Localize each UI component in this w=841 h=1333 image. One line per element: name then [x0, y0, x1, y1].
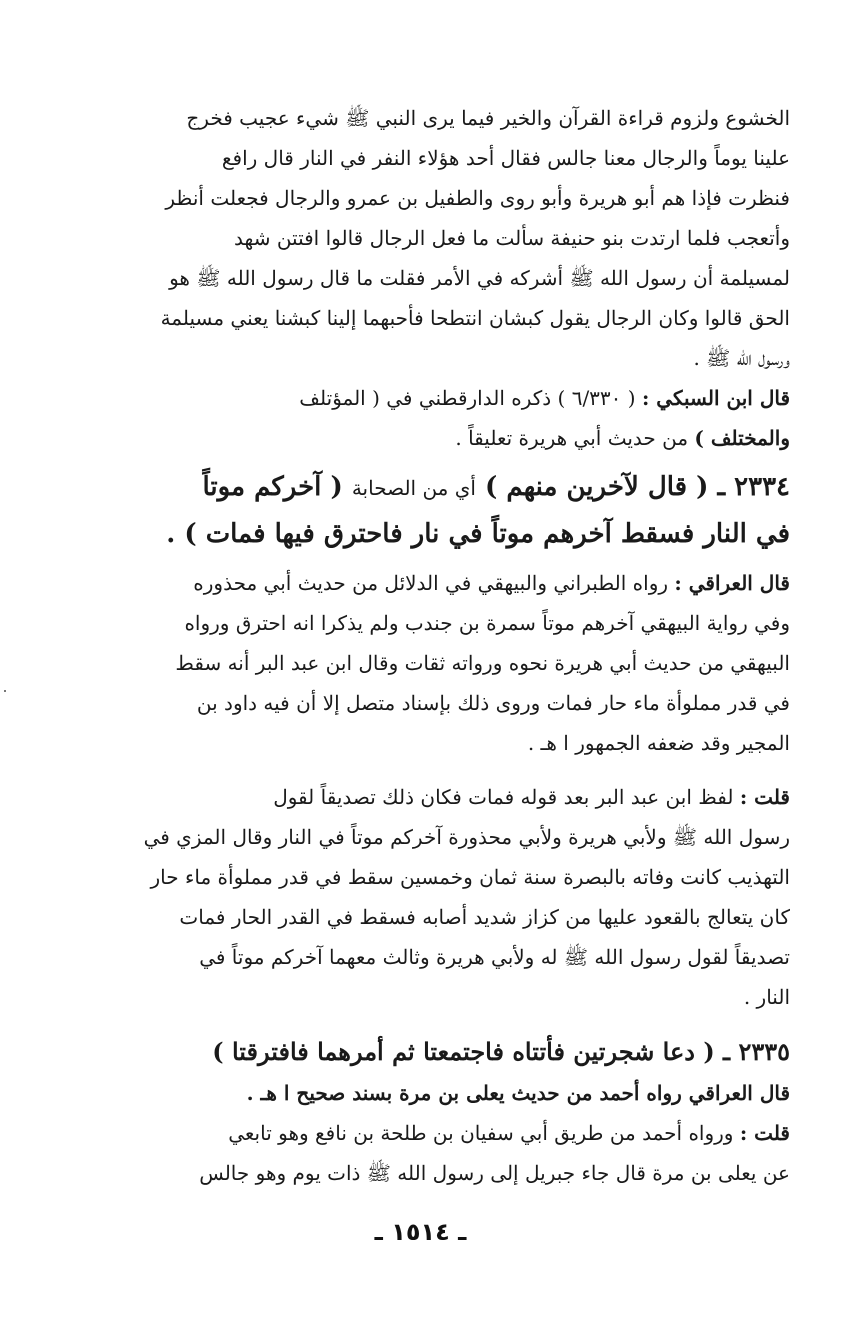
text-line: ورسول الله ﷺ .: [693, 346, 790, 370]
book-title: والمختلف ): [694, 426, 790, 450]
heading-line: [96, 464, 790, 511]
text-line: علينا يوماً والرجال معنا جالس فقال أحد هؤلاء النفر في النار قال رافع: [221, 146, 790, 170]
text-line: [96, 1113, 790, 1153]
text-line: فنظرت فإذا هم أبو هريرة وأبو روى والطفيل بن عمرو والرجال فجعلت أنظر: [165, 186, 790, 210]
page-body: [96, 98, 790, 1193]
page-number: ـ ١٥١٤ ـ: [374, 1218, 467, 1246]
heading-line: في النار فسقط آخرهم موتاً في نار فاحترق فيها فمات ) .: [166, 519, 790, 549]
paragraph-iraqi: [96, 563, 790, 763]
text-line: البيهقي من حديث أبي هريرة نحوه ورواته ثقات وقال ابن عبد البر أنه سقط: [175, 651, 790, 675]
iraqi-label: قال العراقي :: [674, 571, 790, 595]
heading-line: ٢٣٣٥ ـ ( دعا شجرتين فأتتاه فاجتمعتا ثم أمرهما فافترقتا ): [212, 1037, 790, 1066]
paragraph-qultu: [96, 777, 790, 1017]
hadith-heading-2334: [96, 464, 790, 557]
text-line: الخشوع ولزوم قراءة القرآن والخير فيما يرى النبي ﷺ شيء عجيب فخرج: [186, 106, 790, 130]
text-line: [96, 418, 790, 458]
text-line: النار .: [743, 985, 790, 1009]
text-line: في قدر مملوأة ماء حار فمات وروى ذلك بإسناد متصل إلا أن فيه داود بن: [196, 691, 790, 715]
heading-note: أي من الصحابة: [351, 476, 476, 500]
subki-label: قال ابن السبكي :: [641, 386, 790, 410]
subki-text: من حديث أبي هريرة تعليقاً .: [455, 426, 689, 450]
paragraph-iraqi-2335: [96, 1073, 790, 1113]
hadith-heading-2335: [96, 1031, 790, 1073]
paragraph-narration: [96, 98, 790, 378]
text-line: وفي رواية البيهقي آخرهم موتاً سمرة بن جندب ولم يذكرا انه احترق ورواه: [184, 611, 790, 635]
iraqi-text: رواه الطبراني والبيهقي في الدلائل من حديث أبي محذوره: [193, 571, 669, 595]
hadith-text: ( آخركم موتاً: [202, 472, 343, 502]
text-line: رسول الله ﷺ ولأبي هريرة ولأبي محذورة آخركم موتاً في النار وقال المزي في: [143, 825, 790, 849]
qultu-label: قلت :: [739, 1121, 790, 1145]
paragraph-subki: [96, 378, 790, 458]
text-line: وأتعجب فلما ارتدت بنو حنيفة سألت ما فعل الرجال قالوا افتتن شهد: [233, 226, 790, 250]
text-line: عن يعلى بن مرة قال جاء جبريل إلى رسول الله ﷺ ذات يوم وهو جالس: [199, 1161, 790, 1185]
text-line: المجير وقد ضعفه الجمهور ا هـ .: [527, 731, 790, 755]
qultu-label: قلت :: [739, 785, 790, 809]
text-line: قال العراقي رواه أحمد من حديث يعلى بن مرة بسند صحيح ا هـ .: [246, 1081, 790, 1105]
text-line: كان يتعالج بالقعود عليها من كزاز شديد أصابه فسقط في القدر الحار فمات: [179, 905, 790, 929]
text-line: [96, 777, 790, 817]
qultu-text: ورواه أحمد من طريق أبي سفيان بن طلحة بن نافع وهو تابعي: [228, 1121, 734, 1145]
text-line: تصديقاً لقول رسول الله ﷺ له ولأبي هريرة وثالث معهما آخركم موتاً في: [199, 945, 790, 969]
hadith-number-title: ٢٣٣٤ ـ ( قال لآخرين منهم ): [485, 472, 790, 502]
qultu-text: لفظ ابن عبد البر بعد قوله فمات فكان ذلك تصديقاً لقول: [273, 785, 734, 809]
text-line: لمسيلمة أن رسول الله ﷺ أشركه في الأمر فقلت ما قال رسول الله ﷺ هو: [169, 266, 790, 290]
text-line: التهذيب كانت وفاته بالبصرة سنة ثمان وخمسين سقط في قدر مملوأة ماء حار: [150, 865, 790, 889]
paragraph-qultu-2335: [96, 1113, 790, 1193]
text-line: الحق قالوا وكان الرجال يقول كبشان انتطحا فأحبهما إلينا كبشنا يعني مسيلمة: [160, 306, 790, 330]
scan-speck: [4, 690, 6, 692]
text-line: [96, 378, 790, 418]
subki-text: ( ٦/٣٣٠ ) ذكره الدارقطني في ( المؤتلف: [299, 386, 636, 410]
text-line: [96, 563, 790, 603]
